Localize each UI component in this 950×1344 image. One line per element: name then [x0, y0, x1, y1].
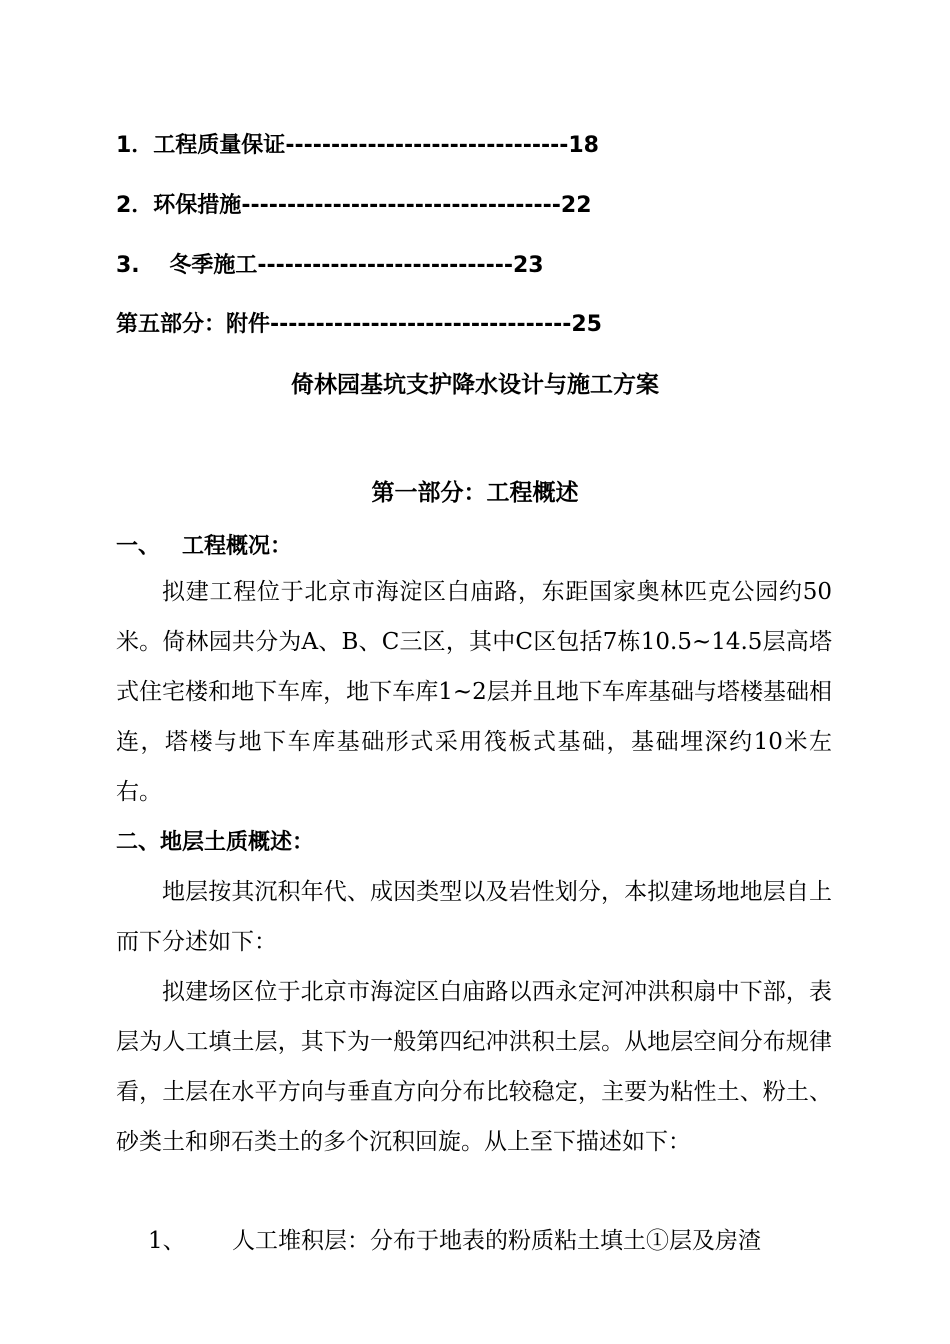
toc-label: 第五部分：附件	[116, 312, 271, 337]
toc-page: 22	[560, 193, 592, 218]
list-item-text: 人工堆积层：分布于地表的粉质粘土填土①层及房渣	[232, 1228, 761, 1254]
paragraph: 拟建工程位于北京市海淀区白庙路，东距国家奥林匹克公园约50米。倚林园共分为A、B、C三区，其中C区包括7栋10.5~14.5层高塔式住宅楼和地下车库，地下车库1~2层并且地下车库基础与塔楼基础相连，塔楼与地下车库基础形式采用筏板式基础，基础埋深约10米左右。	[116, 579, 832, 805]
list-item-number: 1、	[148, 1228, 186, 1254]
section-heading-text: 工程概况：	[182, 534, 293, 559]
toc-label: 2．环保措施	[116, 193, 242, 218]
toc-entry[interactable]	[116, 251, 544, 281]
toc-leader: -------------------------------	[285, 133, 569, 158]
toc-leader: ---------------------------------	[270, 312, 572, 337]
paragraph: 拟建场区位于北京市海淀区白庙路以西永定河冲洪积扇中下部，表层为人工填土层，其下为一般第四纪冲洪积土层。从地层空间分布规律看，土层在水平方向与垂直方向分布比较稳定，主要为粘性土、粉土、砂类土和卵石类土的多个沉积回旋。从上至下描述如下：	[116, 979, 832, 1155]
toc-page: 23	[513, 253, 544, 278]
toc-leader: ----------------------------	[257, 253, 513, 278]
toc-page: 18	[568, 133, 599, 158]
toc-label: 1．工程质量保证	[116, 133, 286, 158]
section-heading-number: 一、	[116, 534, 161, 559]
toc-entry[interactable]	[116, 131, 599, 161]
part-title: 第一部分：工程概述	[371, 480, 579, 506]
toc-page: 25	[571, 312, 602, 337]
toc-entry[interactable]	[116, 310, 602, 340]
toc-entry[interactable]	[116, 191, 592, 221]
toc-label: 3. 冬季施工	[116, 253, 258, 278]
document-title: 倚林园基坑支护降水设计与施工方案	[291, 372, 659, 398]
section-heading	[116, 532, 292, 562]
list-item	[148, 1226, 761, 1256]
paragraph: 地层按其沉积年代、成因类型以及岩性划分，本拟建场地地层自上而下分述如下：	[116, 879, 832, 955]
toc-leader: -----------------------------------	[241, 193, 561, 218]
section-heading: 二、地层土质概述：	[116, 830, 315, 855]
